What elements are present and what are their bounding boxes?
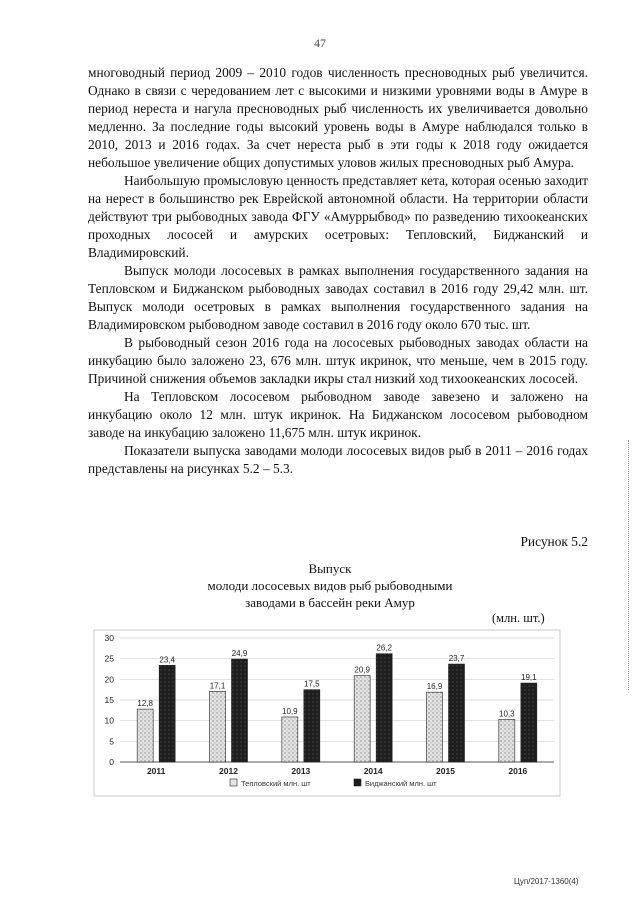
bar-chart bbox=[92, 628, 562, 798]
bar-bidzhansky bbox=[449, 664, 465, 762]
chart-title-line-1: Выпуск bbox=[308, 561, 352, 576]
y-tick-label: 0 bbox=[109, 757, 114, 767]
paragraph-1: многоводный период 2009 – 2010 годов численность пресноводных рыб увеличится. Однако в связи с чередованием лет с высокими и низкими уровнями воды в Амуре в период нереста и нагула пресноводных рыб численность их увеличивается довольно медленно. За последние годы высокий уровень воды в Амуре наблюдался только в 2010, 2013 и 2016 годах. За счет нереста рыб в эти годы к 2018 году ожидается небольшое увеличение общих допустимых уловов жилых пресноводных рыб Амура. bbox=[88, 65, 588, 170]
data-label: 24,9 bbox=[231, 649, 248, 659]
legend-swatch-teplovsky bbox=[230, 779, 237, 786]
x-tick-label: 2013 bbox=[291, 766, 311, 776]
bar-teplovsky bbox=[354, 676, 370, 762]
bar-teplovsky bbox=[137, 709, 153, 762]
page-number: 47 bbox=[314, 36, 326, 50]
data-label: 20,9 bbox=[354, 665, 370, 675]
y-tick-label: 30 bbox=[104, 633, 114, 643]
bar-teplovsky bbox=[499, 719, 515, 762]
data-label: 23,4 bbox=[159, 655, 175, 665]
chart-title-line-2: молоди лососевых видов рыб рыбоводными bbox=[207, 578, 453, 593]
x-tick-label: 2015 bbox=[436, 766, 455, 776]
data-label: 12,8 bbox=[137, 699, 153, 709]
paragraph-4: В рыбоводный сезон 2016 года на лососевых рыбоводных заводах области на инкубацию было заложено 23, 676 млн. штук икринок, что меньше, чем в 2015 году. Причиной снижения объемов закладки икры стал низкий ход тихоокеанских лососей. bbox=[88, 335, 588, 386]
bar-bidzhansky bbox=[521, 683, 537, 762]
legend-label-teplovsky: Тепловский млн. шт bbox=[241, 779, 311, 788]
body-text bbox=[88, 64, 588, 478]
x-tick-label: 2011 bbox=[146, 766, 166, 776]
legend-label-bidzhansky: Биджанский млн. шт bbox=[365, 779, 437, 788]
margin-dotted-line bbox=[628, 440, 631, 690]
footer-code: Цуп/2017-1360(4) bbox=[514, 877, 579, 886]
figure-label: Рисунок 5.2 bbox=[520, 534, 588, 549]
y-tick-label: 20 bbox=[104, 674, 114, 685]
chart-title-line-3: заводами в бассейн реки Амур bbox=[245, 595, 415, 610]
bar-bidzhansky bbox=[304, 690, 320, 762]
paragraph-5: На Тепловском лососевом рыбоводном заводе завезено и заложено на инкубацию около 12 млн. штук икринок. На Биджанском лососевом рыбоводном заводе на инкубацию заложено 11,675 млн. штук икринок. bbox=[88, 389, 588, 440]
data-label: 19,1 bbox=[521, 673, 537, 683]
paragraph-6: Показатели выпуска заводами молоди лососевых видов рыб в 2011 – 2016 годах представлены на рисунках 5.2 – 5.3. bbox=[88, 443, 588, 476]
x-tick-label: 2012 bbox=[219, 766, 238, 776]
paragraph-2: Наибольшую промысловую ценность представляет кета, которая осенью заходит на нерест в большинство рек Еврейской автономной области. На территории области действуют три рыбоводных завода ФГУ «Амуррыбвод» по разведению тихоокеанских проходных лососей и амурских осетровых: Тепловский, Биджанский и Владимировский. bbox=[88, 173, 588, 260]
data-label: 10,9 bbox=[282, 706, 298, 716]
chart-title bbox=[140, 560, 520, 611]
paragraph-3: Выпуск молоди лососевых в рамках выполнения государственного задания на Тепловском и Биджанском рыбоводных заводах составил в 2016 году 29,42 млн. шт. Выпуск молоди осетровых в рамках выполнения государственного задания на Владимировском рыбоводном заводе составил в 2016 году около 670 тыс. шт. bbox=[88, 263, 588, 332]
x-tick-label: 2014 bbox=[363, 766, 383, 776]
bar-teplovsky bbox=[210, 691, 226, 762]
y-tick-label: 25 bbox=[104, 653, 114, 664]
data-label: 17,1 bbox=[209, 681, 226, 691]
bar-bidzhansky bbox=[376, 654, 392, 762]
y-tick-label: 10 bbox=[104, 715, 114, 726]
data-label: 23,7 bbox=[448, 654, 465, 664]
data-label: 16,9 bbox=[426, 682, 443, 692]
bar-bidzhansky bbox=[232, 659, 248, 762]
data-label: 17,5 bbox=[304, 679, 320, 689]
bar-teplovsky bbox=[427, 692, 443, 762]
bar-bidzhansky bbox=[159, 665, 175, 762]
data-label: 26,2 bbox=[376, 643, 392, 653]
x-tick-label: 2016 bbox=[508, 766, 528, 776]
y-tick-label: 5 bbox=[109, 736, 114, 747]
y-tick-label: 15 bbox=[104, 695, 114, 705]
chart-unit: (млн. шт.) bbox=[492, 611, 545, 625]
bar-teplovsky bbox=[282, 717, 298, 762]
data-label: 10,3 bbox=[499, 709, 515, 719]
legend-swatch-bidzhansky bbox=[354, 779, 361, 786]
